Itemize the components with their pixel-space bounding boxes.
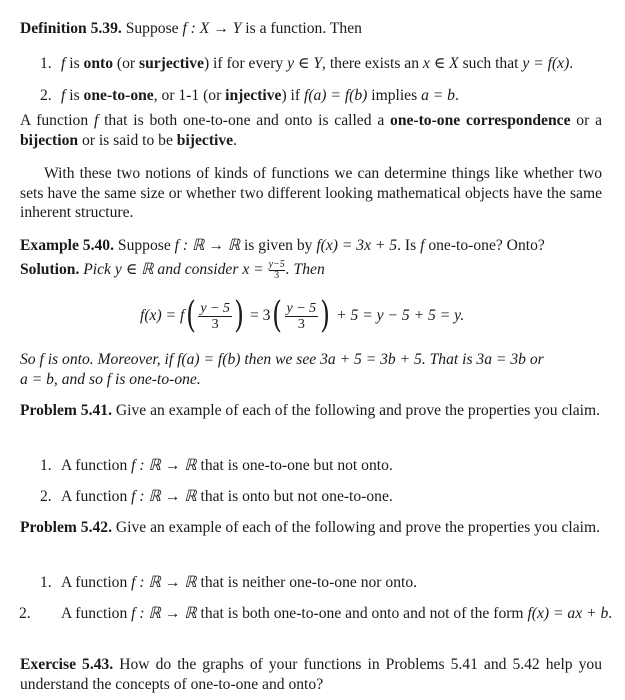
problem-heading: Problem 5.41. — [20, 402, 112, 419]
definition-item-onto: 1. f is onto (or surjective) if for every y ∈ Y, there exists an x ∈ X such that y = f(x). — [40, 55, 574, 72]
problem-5-41-item-1: 1. A function f : ℝ → ℝ that is one-to-one but not onto. — [40, 457, 393, 474]
problem-5-41: Problem 5.41. Give an example of each of the following and prove the properties you claim. — [20, 402, 600, 419]
problem-5-41-item-2: 2. A function f : ℝ → ℝ that is onto but not one-to-one. — [40, 488, 393, 505]
problem-5-42-item-2: 2. A function f : ℝ → ℝ that is both one-to-one and onto and not of the form f(x) = ax + b. — [19, 605, 613, 622]
display-equation: f(x) = f( $\frac{y - 5}{3}$ ) = 3( $\frac{y - 5}{3}$ ) + 5 = y − 5 + 5 = y. — [140, 295, 465, 336]
definition-5-39: Definition 5.39. Suppose f : X → Y is a function. Then — [20, 20, 362, 37]
definition-heading: Definition 5.39. — [20, 20, 122, 37]
motivation-paragraph: With these two notions of kinds of functions we can determine things like whether two sets have the same size or whether two different looking mathematical objects have the same inherent structure. — [20, 165, 602, 221]
solution-line: Solution. Pick y ∈ ℝ and consider x = $\frac{y-5}{3}$ . Then — [20, 259, 325, 281]
problem-5-42-item-1: 1. A function f : ℝ → ℝ that is neither one-to-one nor onto. — [40, 574, 418, 591]
solution-heading: Solution. — [20, 261, 80, 279]
inline-fraction: $\frac{y-5}{3}$ — [268, 259, 285, 281]
example-5-40: Example 5.40. Suppose f : ℝ → ℝ is given by f(x) = 3x + 5. Is f one-to-one? Onto? — [20, 237, 545, 254]
definition-item-one-to-one: 2. f is one-to-one, or 1-1 (or injective) if f(a) = f(b) implies a = b. — [40, 87, 459, 104]
exercise-heading: Exercise 5.43. — [20, 656, 114, 673]
problem-heading: Problem 5.42. — [20, 519, 112, 536]
bijection-definition: A function f that is both one-to-one and onto is called a one-to-one correspondence or a bijection or is said to be bijective. — [20, 112, 602, 149]
problem-5-42: Problem 5.42. Give an example of each of the following and prove the properties you claim. — [20, 519, 600, 536]
solution-conclusion: So f is onto. Moreover, if f(a) = f(b) then we see 3a + 5 = 3b + 5. That is 3a = 3b or a = b, and so f is one-to-one. — [20, 351, 544, 388]
exercise-5-43: Exercise 5.43. How do the graphs of your functions in Problems 5.41 and 5.42 help you understand the concepts of one-to-one and onto? — [20, 656, 603, 693]
equation-fraction-1: $\frac{y - 5}{3}$ — [200, 300, 231, 332]
example-heading: Example 5.40. — [20, 237, 114, 254]
equation-fraction-2: $\frac{y - 5}{3}$ — [286, 300, 317, 332]
